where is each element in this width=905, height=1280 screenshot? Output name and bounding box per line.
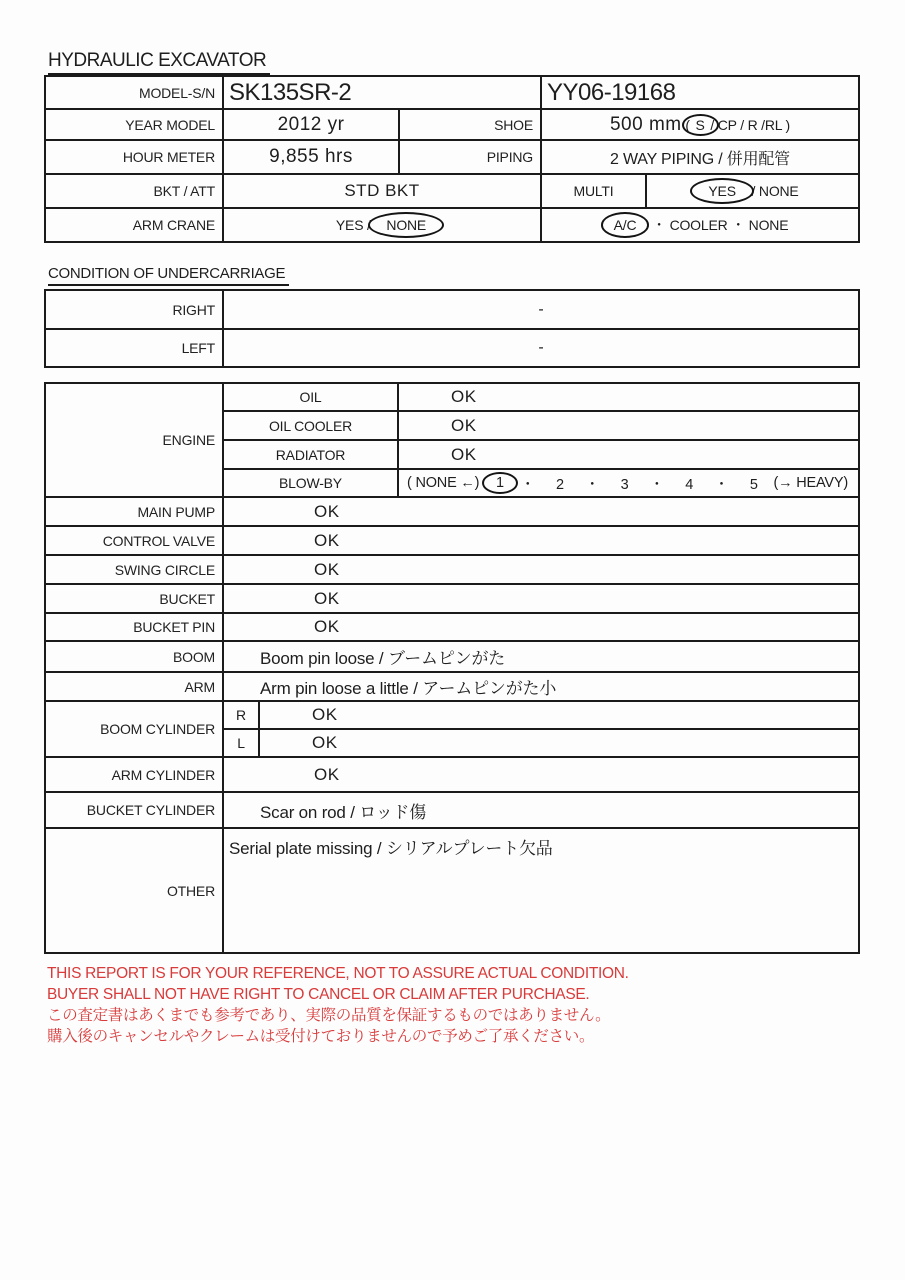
blowby-circled-answer: 1 (495, 475, 504, 491)
hour-meter-value: 9,855 hrs (223, 140, 399, 174)
bucket-label: BUCKET (45, 584, 223, 613)
swing-circle-label: SWING CIRCLE (45, 555, 223, 584)
spec-row-hour-piping (45, 140, 859, 174)
arm-cylinder-value: OK (223, 757, 859, 792)
ac-circled-answer: A/C (613, 217, 637, 233)
right-value: - (223, 290, 859, 329)
shoe-paren-open: ( (685, 116, 690, 133)
control-valve-label: CONTROL VALVE (45, 526, 223, 555)
bucket-row (45, 584, 859, 613)
spec-row-armcrane-ac (45, 208, 859, 242)
bucket-pin-row (45, 613, 859, 641)
multi-rest: / NONE (751, 183, 799, 199)
disclaimer-line-1: THIS REPORT IS FOR YOUR REFERENCE, NOT TO ASSURE ACTUAL CONDITION. (47, 965, 629, 982)
main-pump-row (45, 497, 859, 526)
disclaimer-line-3: この査定書はあくまでも参考であり、実際の品質を保証するものではありません。 (47, 1007, 611, 1024)
undercarriage-table (44, 289, 860, 368)
arm-crane-circled-answer: NONE (386, 217, 427, 233)
shoe-label: SHOE (399, 109, 541, 140)
spec-row-bkt-multi (45, 174, 859, 208)
engine-radiator-label: RADIATOR (223, 440, 398, 469)
boom-cylinder-r-value: OK (259, 701, 859, 729)
disclaimer (47, 963, 629, 1047)
arm-label: ARM (45, 672, 223, 701)
arm-value: Arm pin loose a little / アームピンがた小 (223, 672, 859, 701)
blowby-label: BLOW-BY (223, 469, 398, 497)
right-label: RIGHT (45, 290, 223, 329)
engine-oil-row (45, 383, 859, 411)
boom-cylinder-l-value: OK (259, 729, 859, 757)
ac-cooler-value (541, 208, 859, 242)
control-valve-value: OK (223, 526, 859, 555)
swing-circle-value: OK (223, 555, 859, 584)
bkt-att-value: STD BKT (223, 174, 541, 208)
blowby-suffix: (→ HEAVY) (773, 475, 848, 491)
other-label: OTHER (45, 828, 223, 953)
bucket-cylinder-value: Scar on rod / ロッド傷 (223, 792, 859, 828)
shoe-size: 500 mm (609, 113, 682, 135)
blowby-value (398, 469, 859, 497)
hour-meter-label: HOUR METER (45, 140, 223, 174)
model-value: SK135SR-2 (223, 76, 541, 109)
year-label: YEAR MODEL (45, 109, 223, 140)
engine-radiator-value: OK (398, 440, 859, 469)
arm-crane-value (223, 208, 541, 242)
boom-cylinder-r-row (45, 701, 859, 729)
engine-label: ENGINE (45, 383, 223, 497)
boom-cylinder-label: BOOM CYLINDER (45, 701, 223, 757)
year-value: 2012 yr (223, 109, 399, 140)
undercarriage-right-row (45, 290, 859, 329)
serial-value: YY06-19168 (541, 76, 859, 109)
arm-crane-yes: YES / (335, 217, 371, 233)
ac-rest: ・ COOLER ・ NONE (652, 217, 789, 233)
boom-value: Boom pin loose / ブームピンがた (223, 641, 859, 672)
piping-value: 2 WAY PIPING / 併用配管 (541, 140, 859, 174)
model-label: MODEL-S/N (45, 76, 223, 109)
engine-oil-value: OK (398, 383, 859, 411)
shoe-circled-answer: S (695, 116, 705, 133)
boom-label: BOOM (45, 641, 223, 672)
blowby-prefix: ( NONE ←) (407, 475, 480, 491)
disclaimer-line-2: BUYER SHALL NOT HAVE RIGHT TO CANCEL OR CLAIM AFTER PURCHASE. (47, 986, 590, 1003)
other-value: Serial plate missing / シリアルプレート欠品 (223, 828, 859, 953)
engine-oilcooler-label: OIL COOLER (223, 411, 398, 440)
spec-row-year-shoe (45, 109, 859, 140)
undercarriage-left-row (45, 329, 859, 367)
condition-table (44, 382, 860, 954)
other-row (45, 828, 859, 953)
undercarriage-title: CONDITION OF UNDERCARRIAGE (48, 265, 289, 286)
arm-cylinder-label: ARM CYLINDER (45, 757, 223, 792)
boom-row (45, 641, 859, 672)
piping-label: PIPING (399, 140, 541, 174)
main-pump-value: OK (223, 497, 859, 526)
arm-crane-label: ARM CRANE (45, 208, 223, 242)
bucket-pin-value: OK (223, 613, 859, 641)
arm-cylinder-row (45, 757, 859, 792)
bucket-cylinder-label: BUCKET CYLINDER (45, 792, 223, 828)
page-title: HYDRAULIC EXCAVATOR (48, 50, 270, 75)
bucket-value: OK (223, 584, 859, 613)
disclaimer-line-4: 購入後のキャンセルやクレームは受付けておりませんので予めご了承ください。 (47, 1028, 595, 1045)
engine-oil-label: OIL (223, 383, 398, 411)
shoe-paren-rest: / CP / R /RL ) (710, 116, 791, 133)
multi-value (646, 174, 859, 208)
spec-table (44, 75, 860, 243)
spec-row-model (45, 76, 859, 109)
multi-label: MULTI (541, 174, 646, 208)
swing-circle-row (45, 555, 859, 584)
multi-circled-answer: YES (708, 183, 736, 199)
bucket-pin-label: BUCKET PIN (45, 613, 223, 641)
left-label: LEFT (45, 329, 223, 367)
main-pump-label: MAIN PUMP (45, 497, 223, 526)
control-valve-row (45, 526, 859, 555)
boom-cylinder-l-label: L (223, 729, 259, 757)
left-value: - (223, 329, 859, 367)
blowby-scale: ・ 2 ・ 3 ・ 4 ・ 5 (520, 476, 759, 493)
boom-cylinder-r-label: R (223, 701, 259, 729)
bkt-att-label: BKT / ATT (45, 174, 223, 208)
engine-oilcooler-value: OK (398, 411, 859, 440)
arm-row (45, 672, 859, 701)
shoe-value (541, 109, 859, 140)
bucket-cylinder-row (45, 792, 859, 828)
